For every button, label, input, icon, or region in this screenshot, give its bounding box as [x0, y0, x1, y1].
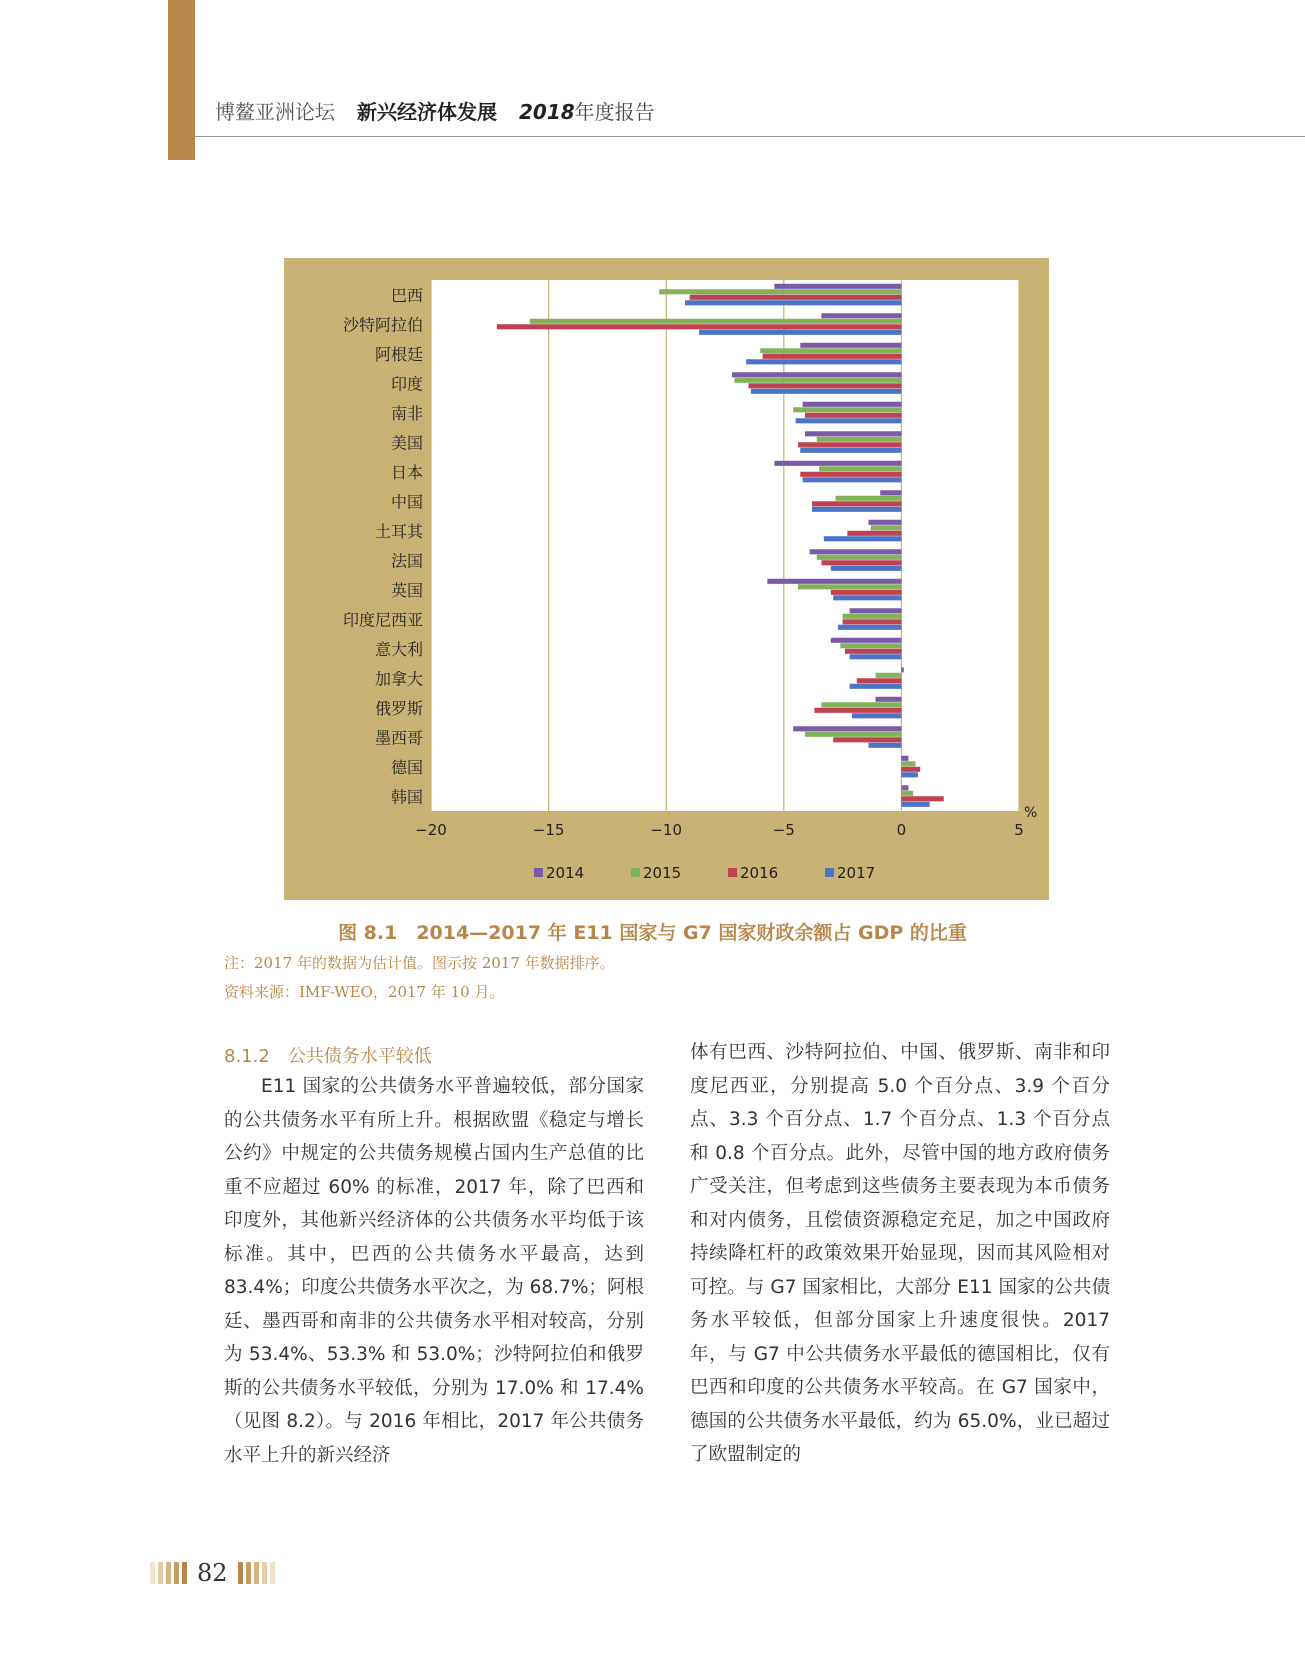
bar-2017 — [800, 448, 901, 453]
category-label: 阿根廷 — [374, 344, 423, 364]
category-label: 加拿大 — [374, 669, 423, 689]
unit-label: % — [1024, 805, 1038, 821]
category-label: 意大利 — [374, 639, 423, 659]
bar-2014 — [831, 638, 902, 643]
category-label: 美国 — [390, 433, 423, 453]
side-accent-strip — [168, 0, 195, 160]
legend-label: 2017 — [837, 864, 876, 882]
bar-2014 — [800, 343, 901, 348]
bar-2016 — [690, 295, 902, 300]
running-header — [215, 96, 655, 125]
body-column-left — [224, 1070, 644, 1472]
bar-2014 — [774, 461, 901, 466]
category-label: 中国 — [390, 492, 423, 512]
bar-2014 — [793, 726, 901, 731]
bar-2015 — [817, 437, 902, 442]
bar-2016 — [901, 767, 920, 772]
bar-2015 — [843, 614, 902, 619]
category-label: 印度 — [390, 374, 423, 394]
bar-2017 — [850, 684, 902, 689]
bar-2015 — [659, 289, 901, 294]
x-tick-label: −15 — [532, 821, 565, 839]
legend-swatch — [728, 868, 737, 877]
category-label: 土耳其 — [374, 521, 423, 541]
bar-2016 — [798, 442, 901, 447]
bar-2017 — [803, 477, 902, 482]
legend-swatch — [534, 868, 543, 877]
bar-2016 — [833, 737, 901, 742]
bar-2015 — [817, 555, 902, 560]
bar-2017 — [812, 507, 901, 512]
category-label: 法国 — [390, 551, 423, 571]
bar-2016 — [901, 796, 943, 801]
category-label: 墨西哥 — [374, 728, 423, 748]
legend-label: 2014 — [546, 864, 585, 882]
bar-2015 — [760, 348, 901, 353]
bar-2014 — [805, 431, 901, 436]
category-label: 印度尼西亚 — [342, 610, 423, 630]
bar-2017 — [901, 772, 917, 777]
bar-2015 — [798, 584, 901, 589]
bar-2014 — [774, 284, 901, 289]
body-paragraph: 体有巴西、沙特阿拉伯、中国、俄罗斯、南非和印度尼西亚，分别提高 5.0 个百分点、3.9 个百分点、3.3 个百分点、1.7 个百分点、1.3 个百分点和 0.8 个百分点。此外，尽管中国的地方政府债务广受关注，但考虑到这些债务主要表现为本币债务和对内债务，且偿债资源稳定充足，加之中国政府持续降杠杆的政策效果开始显现，因而其风险相对可控。与 G7 国家相比，大部分 E11 国家的公共债务水平较低，但部分国家上升速度很快。2017 年，与 G7 中公共债务水平最低的德国相比，仅有巴西和印度的公共债务水平较高。在 G7 国家中，德国的公共债务水平最低，约为 65.0%，业已超过了欧盟制定的 — [690, 1042, 1110, 1465]
bar-2015 — [836, 496, 902, 501]
bar-2014 — [767, 579, 901, 584]
bar-2014 — [803, 402, 902, 407]
x-tick-label: −5 — [772, 821, 795, 839]
legend-label: 2016 — [740, 864, 779, 882]
bar-2017 — [746, 359, 901, 364]
bar-2015 — [819, 466, 901, 471]
bar-chart — [284, 258, 1049, 900]
bar-2017 — [831, 566, 902, 571]
bar-2014 — [821, 313, 901, 318]
header-rule — [195, 136, 1305, 137]
bar-2014 — [876, 697, 902, 702]
bar-2014 — [901, 756, 908, 761]
x-tick-label: −10 — [650, 821, 683, 839]
bar-2016 — [497, 324, 902, 329]
bar-2014 — [732, 372, 901, 377]
bar-2016 — [812, 501, 901, 506]
footer-decoration-left — [150, 1562, 187, 1584]
bar-2014 — [868, 520, 901, 525]
bar-2015 — [821, 702, 901, 707]
legend-swatch — [825, 868, 834, 877]
bar-2016 — [845, 649, 901, 654]
bar-2015 — [530, 319, 902, 324]
legend-label: 2015 — [643, 864, 682, 882]
bar-2015 — [734, 378, 901, 383]
bar-2016 — [821, 560, 901, 565]
header-year: 2018 — [519, 100, 575, 124]
bar-2016 — [847, 531, 901, 536]
bar-2017 — [796, 418, 902, 423]
bar-2017 — [850, 654, 902, 659]
page-number: 82 — [197, 1559, 228, 1587]
bar-2017 — [833, 595, 901, 600]
bar-2016 — [814, 708, 901, 713]
x-tick-label: 0 — [896, 821, 907, 839]
x-tick-label: −20 — [415, 821, 447, 839]
bar-2016 — [857, 678, 902, 683]
bar-2017 — [824, 536, 902, 541]
header-report: 年度报告 — [574, 100, 655, 124]
legend-swatch — [631, 868, 640, 877]
bar-2017 — [751, 389, 902, 394]
category-label: 俄罗斯 — [374, 698, 423, 718]
header-forum: 博鳌亚洲论坛 — [215, 100, 335, 124]
bar-2015 — [901, 791, 913, 796]
bar-2016 — [763, 354, 902, 359]
bar-2015 — [871, 525, 902, 530]
bar-2017 — [901, 802, 929, 807]
category-label: 南非 — [390, 403, 423, 423]
bar-2016 — [843, 619, 902, 624]
figure-source: 资料来源：IMF-WEO，2017 年 10 月。 — [224, 983, 505, 1001]
bar-2017 — [852, 713, 901, 718]
bar-2015 — [876, 673, 902, 678]
bar-2014 — [880, 490, 901, 495]
x-tick-label: 5 — [1014, 821, 1024, 839]
bar-2016 — [800, 472, 901, 477]
header-book: 新兴经济体发展 — [357, 100, 497, 124]
body-paragraph: E11 国家的公共债务水平普遍较低，部分国家的公共债务水平有所上升。根据欧盟《稳定与增长公约》中规定的公共债务规模占国内生产总值的比重不应超过 60% 的标准，2017 年，除了巴西和印度外，其他新兴经济体的公共债务水平均低于该标准。其中，巴西的公共债务水平最高，达到 83.4%；印度公共债务水平次之，为 68.7%；阿根廷、墨西哥和南非的公共债务水平相对较高，分别为 53.4%、53.3% 和 53.0%；沙特阿拉伯和俄罗斯的公共债务水平较低，分别为 17.0% 和 17.4%（见图 8.2）。与 2016 年相比，2017 年公共债务水平上升的新兴经济 — [224, 1076, 644, 1466]
bar-2017 — [699, 330, 901, 335]
bar-2015 — [840, 643, 901, 648]
bar-2015 — [793, 407, 901, 412]
category-label: 德国 — [390, 757, 423, 777]
footer-decoration-right — [238, 1562, 275, 1584]
page-footer — [150, 1560, 275, 1586]
category-label: 沙特阿拉伯 — [342, 315, 423, 335]
category-label: 韩国 — [390, 787, 423, 807]
figure-caption: 图 8.1 2014—2017 年 E11 国家与 G7 国家财政余额占 GDP 的比重 — [338, 922, 967, 944]
bar-2014 — [810, 549, 902, 554]
bar-2014 — [901, 667, 903, 672]
bar-2015 — [805, 732, 901, 737]
bar-2016 — [805, 413, 901, 418]
category-label: 英国 — [390, 580, 423, 600]
bar-2014 — [850, 608, 902, 613]
section-heading: 8.1.2 公共债务水平较低 — [224, 1046, 432, 1067]
bar-2016 — [749, 383, 902, 388]
figure-note: 注：2017 年的数据为估计值。图示按 2017 年数据排序。 — [224, 954, 615, 972]
category-label: 日本 — [390, 462, 423, 482]
figure-frame — [284, 258, 1049, 900]
plot-area — [431, 280, 1019, 811]
bar-2017 — [838, 625, 902, 630]
bar-2015 — [901, 761, 915, 766]
bar-2014 — [901, 785, 908, 790]
bar-2017 — [685, 300, 901, 305]
bar-2016 — [831, 590, 902, 595]
body-column-right — [690, 1036, 1110, 1472]
category-label: 巴西 — [390, 285, 423, 305]
bar-2017 — [868, 743, 901, 748]
